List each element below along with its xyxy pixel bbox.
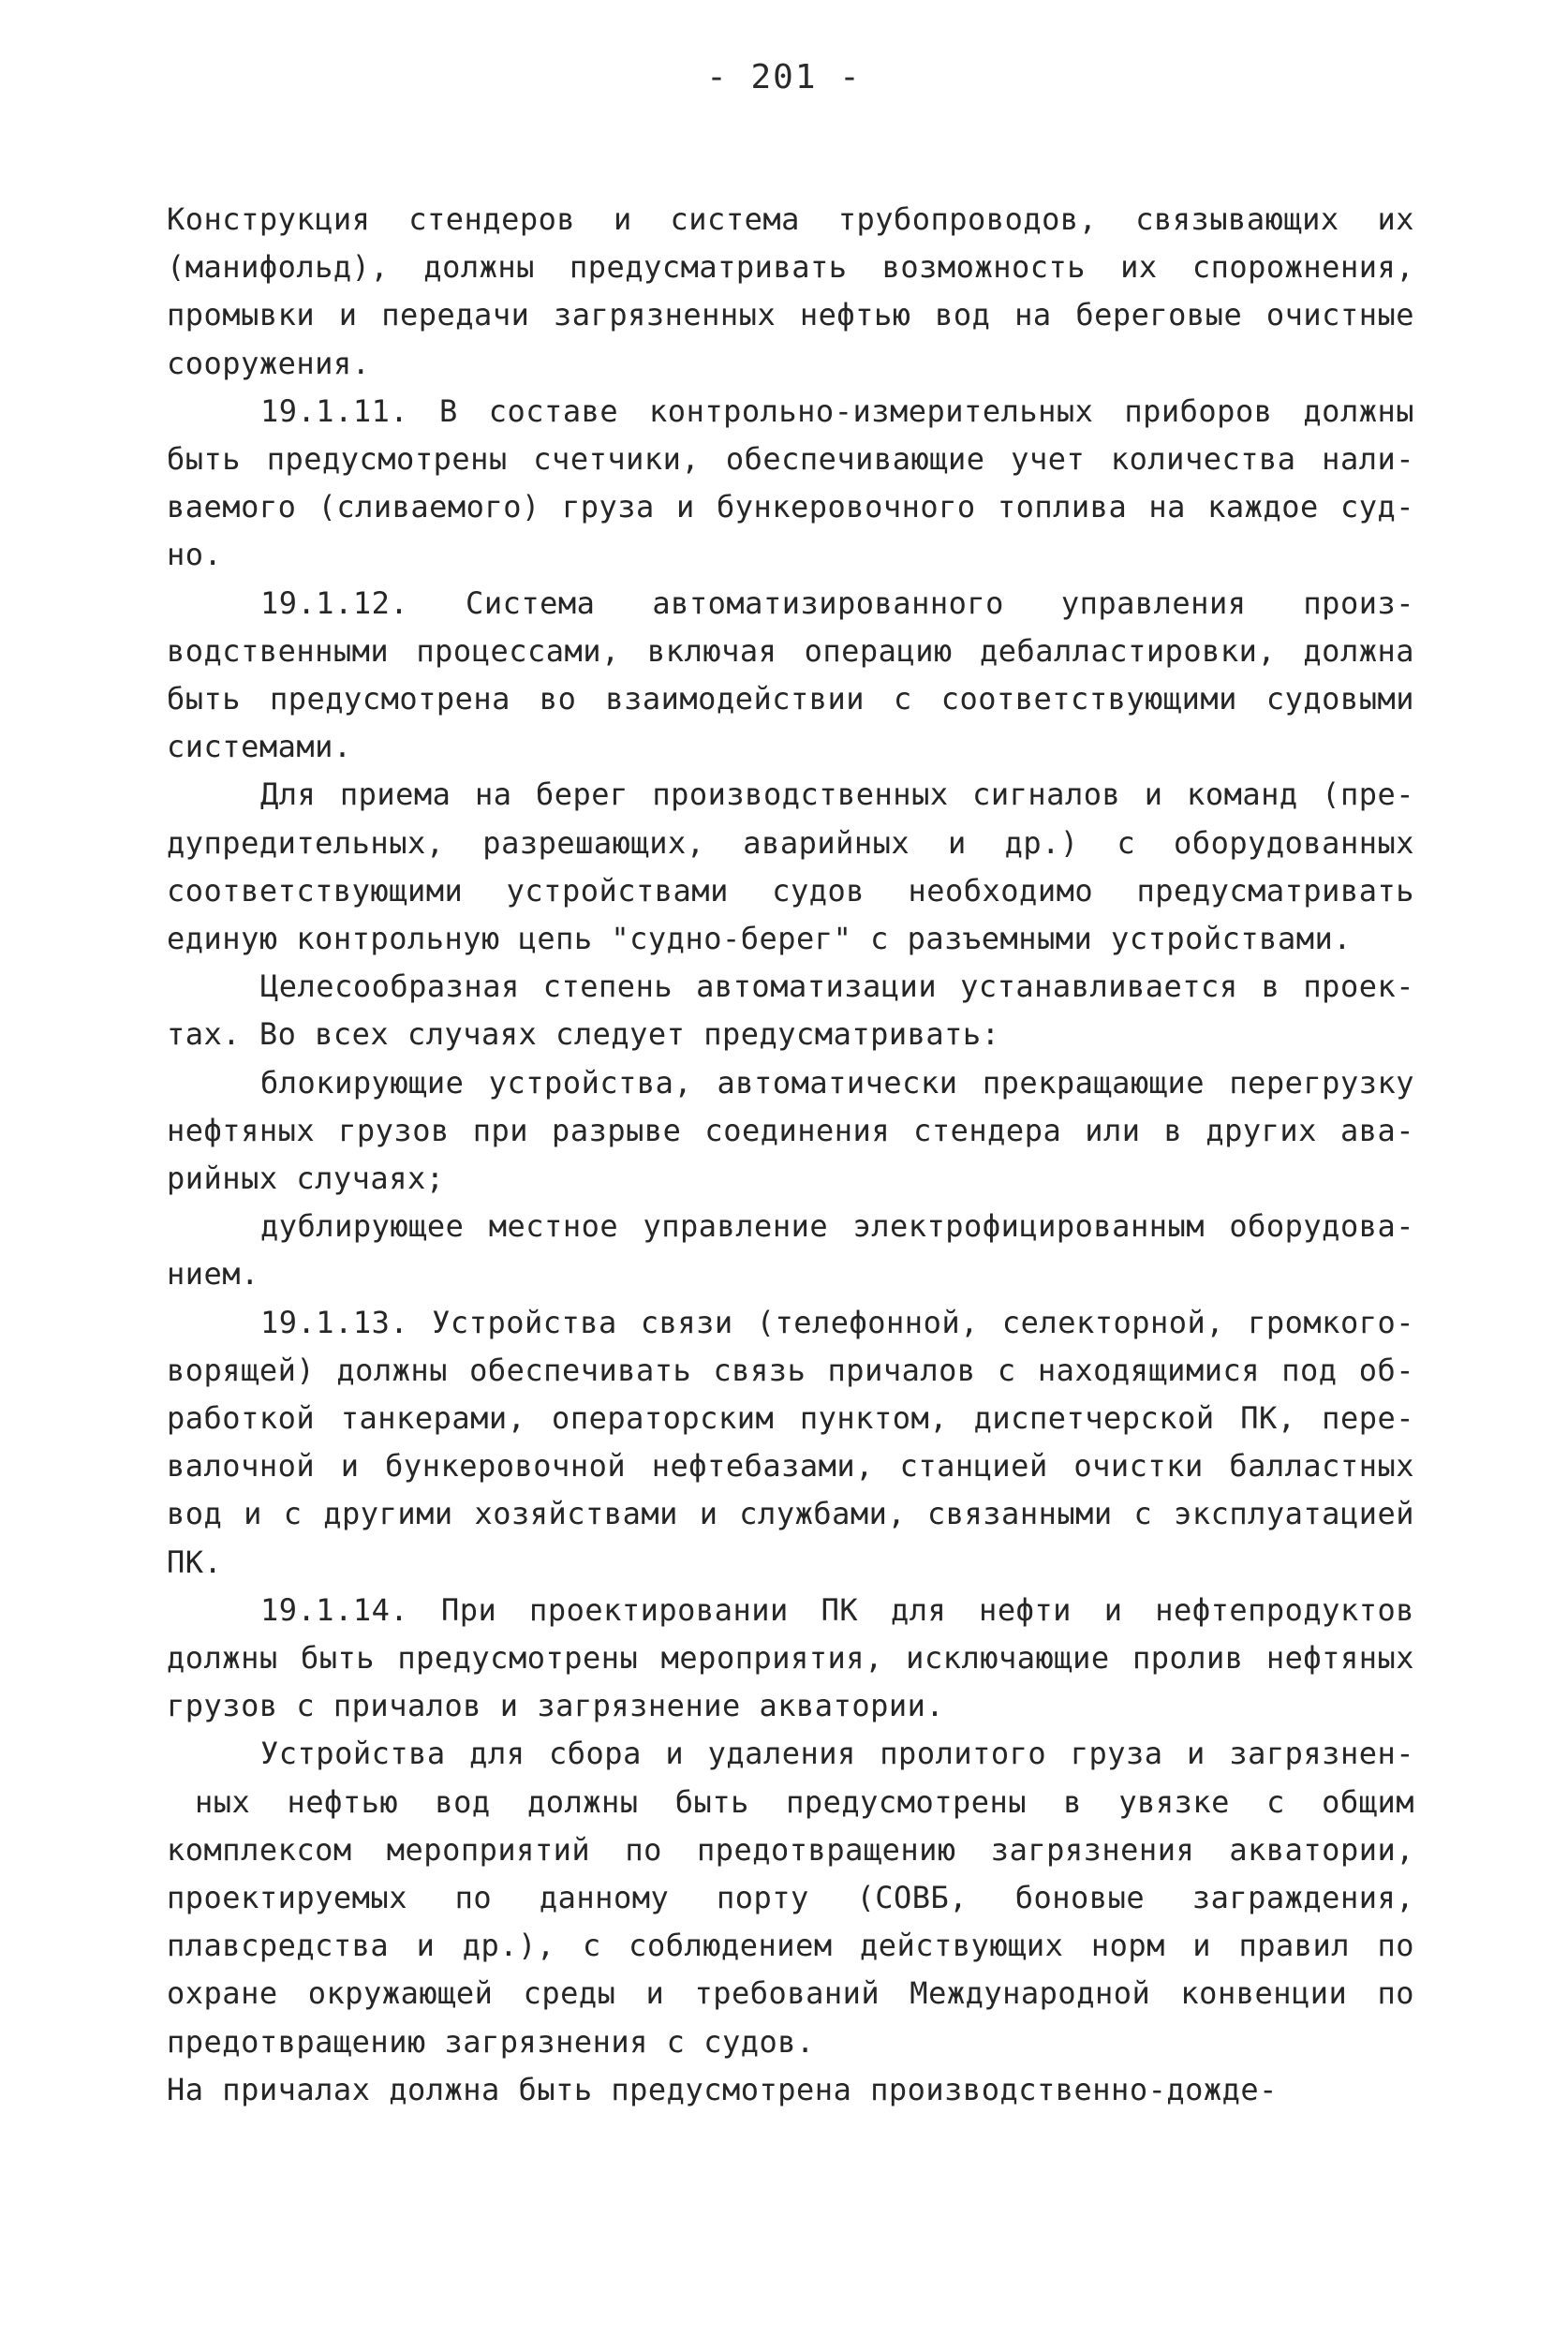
text-line: проектируемых по данному порту (СОВБ, боновые заграждения,	[167, 1880, 1414, 1915]
text-line: нием.	[167, 1256, 259, 1292]
text-line: 19.1.11. В составе контрольно-измерительных приборов должны	[260, 393, 1414, 429]
text-line: Устройства для сбора и удаления пролитого груза и загрязнен-	[260, 1736, 1414, 1771]
text-line: ных нефтью вод должны быть предусмотрены в увязке с общим	[195, 1784, 1414, 1820]
text-line: охране окружающей среды и требований Международной конвенции по	[167, 1975, 1414, 2011]
text-line: плавсредства и др.), с соблюдением действующих норм и правил по	[167, 1928, 1414, 1963]
text-line: рийных случаях;	[167, 1160, 445, 1196]
text-line: промывки и передачи загрязненных нефтью вод на береговые очистные	[167, 297, 1414, 333]
text-line: (манифольд), должны предусматривать возможность их спорожнения,	[167, 249, 1414, 285]
text-line: соответствующими устройствами судов необходимо предусматривать	[167, 873, 1414, 909]
text-line: тах. Во всех случаях следует предусматривать:	[167, 1016, 1000, 1052]
text-line: быть предусмотрены счетчики, обеспечивающие учет количества нали-	[167, 441, 1414, 477]
text-line: нефтяных грузов при разрыве соединения стендера или в других ава-	[167, 1113, 1414, 1148]
text-line: Целесообразная степень автоматизации устанавливается в проек-	[260, 968, 1414, 1004]
page-number: - 201 -	[706, 58, 862, 96]
text-line: дупредительных, разрешающих, аварийных и др.) с оборудованных	[167, 825, 1414, 861]
text-line: валочной и бункеровочной нефтебазами, станцией очистки балластных	[167, 1448, 1414, 1484]
text-line: 19.1.12. Система автоматизированного управления произ-	[260, 585, 1414, 621]
text-line: предотвращению загрязнения с судов.	[167, 2024, 815, 2060]
text-line: должны быть предусмотрены мероприятия, исключающие пролив нефтяных	[167, 1640, 1414, 1676]
text-line: блокирующие устройства, автоматически прекращающие перегрузку	[260, 1065, 1414, 1101]
text-line: быть предусмотрена во взаимодействии с соответствующими судовыми	[167, 681, 1414, 717]
text-line: работкой танкерами, операторским пунктом, диспетчерской ПК, пере-	[167, 1400, 1414, 1436]
text-line: комплексом мероприятий по предотвращению загрязнения акватории,	[167, 1832, 1414, 1868]
text-line: Для приема на берег производственных сигналов и команд (пре-	[260, 776, 1414, 812]
text-line: ворящей) должны обеспечивать связь причалов с находящимися под об-	[167, 1352, 1414, 1388]
text-line: 19.1.14. При проектировании ПК для нефти и нефтепродуктов	[260, 1592, 1414, 1628]
text-line: системами.	[167, 729, 352, 764]
text-line: 19.1.13. Устройства связи (телефонной, селекторной, громкого-	[260, 1305, 1414, 1340]
text-line: дублирующее местное управление электрофицированным оборудова-	[260, 1208, 1414, 1244]
text-line: грузов с причалов и загрязнение акватории.	[167, 1688, 945, 1723]
text-line: сооружения.	[167, 346, 371, 381]
text-line: вод и с другими хозяйствами и службами, связанными с эксплуатацией	[167, 1496, 1414, 1531]
text-line: На причалах должна быть предусмотрена производственно-дожде-	[167, 2072, 1278, 2107]
text-line: но.	[167, 537, 223, 572]
text-line: ваемого (сливаемого) груза и бункеровочного топлива на каждое суд-	[167, 489, 1414, 525]
text-line: единую контрольную цепь "судно-берег" с разъемными устройствами.	[167, 921, 1352, 956]
text-line: водственными процессами, включая операцию дебалластировки, должна	[167, 633, 1414, 669]
text-line: Конструкция стендеров и система трубопроводов, связывающих их	[167, 201, 1414, 237]
text-line: ПК.	[167, 1544, 223, 1580]
